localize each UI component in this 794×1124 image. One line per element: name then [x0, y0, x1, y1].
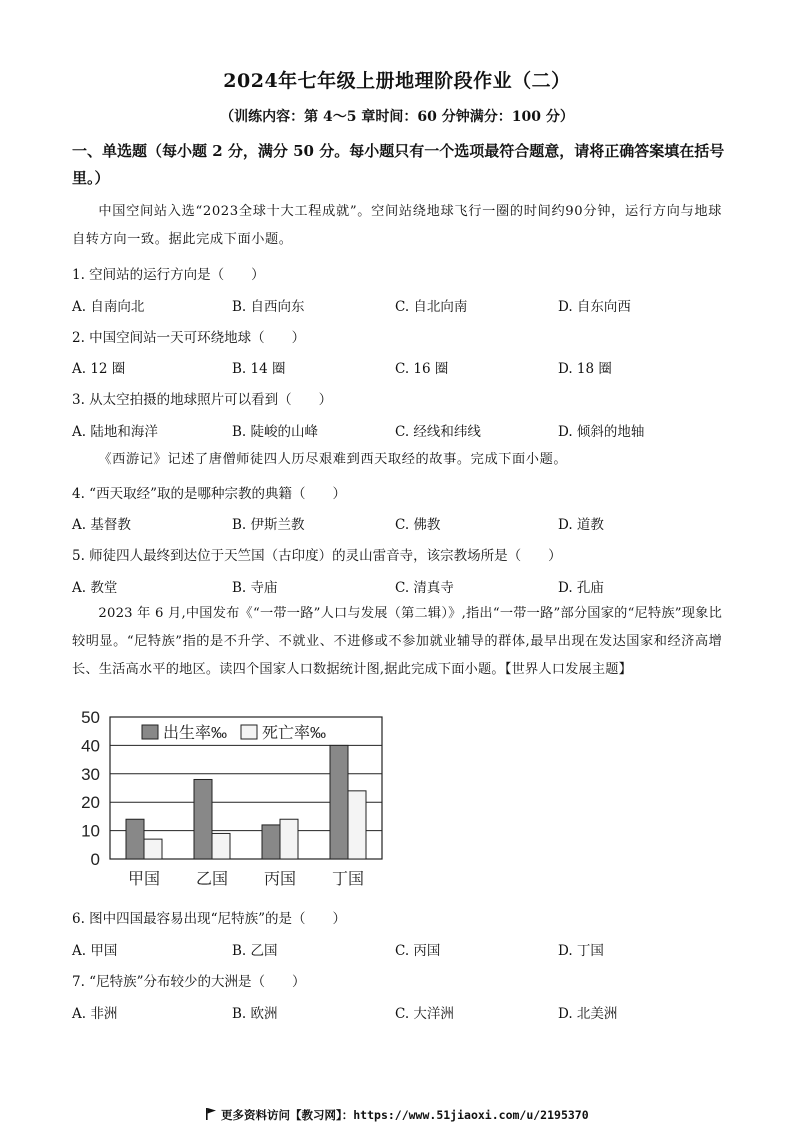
bar-death-rate — [144, 839, 162, 859]
question-7: 7. “尼特族”分布较少的大洲是（ ） — [72, 974, 306, 990]
legend-swatch — [241, 725, 257, 739]
bar-birth-rate — [126, 819, 144, 859]
x-tick-label: 丙国 — [263, 871, 297, 888]
option-a[interactable]: A. 基督教 — [72, 517, 131, 533]
question-4: 4. “西天取经”取的是哪种宗教的典籍（ ） — [72, 486, 346, 502]
x-tick-label: 丁国 — [331, 871, 365, 888]
option-b[interactable]: B. 陡峻的山峰 — [232, 424, 319, 440]
option-c[interactable]: C. 佛教 — [395, 517, 441, 533]
question-7-options — [72, 1002, 722, 1024]
option-c[interactable]: C. 自北向南 — [395, 299, 468, 315]
question-5: 5. 师徒四人最终到达位于天竺国（古印度）的灵山雷音寺，该宗教场所是（ ） — [72, 548, 562, 564]
y-tick-label: 0 — [90, 850, 100, 869]
passage-space-station: 中国空间站入选“2023全球十大工程成就”。空间站绕地球飞行一圈的时间约90分钟，运行方向与地球自转方向一致。据此完成下面小题。 — [72, 204, 722, 247]
bar-death-rate — [212, 833, 230, 859]
option-c[interactable]: C. 清真寺 — [395, 580, 454, 596]
option-d[interactable]: D. 自东向西 — [558, 299, 631, 315]
passage-journey-west: 《西游记》记述了唐僧师徒四人历尽艰难到西天取经的故事。完成下面小题。 — [98, 452, 568, 467]
option-c[interactable]: C. 经线和纬线 — [395, 424, 481, 440]
option-a[interactable]: A. 甲国 — [72, 943, 118, 959]
legend-swatch — [142, 725, 158, 739]
y-tick-label: 20 — [81, 793, 100, 813]
bar-birth-rate — [262, 825, 280, 859]
question-1-options — [72, 295, 722, 317]
option-a[interactable]: A. 12 圈 — [72, 361, 126, 377]
option-d[interactable]: D. 倾斜的地轴 — [558, 424, 645, 440]
question-2-options — [72, 357, 722, 379]
option-b[interactable]: B. 欧洲 — [232, 1006, 278, 1022]
option-d[interactable]: D. 北美洲 — [558, 1006, 618, 1022]
question-6: 6. 图中四国最容易出现“尼特族”的是（ ） — [72, 911, 346, 927]
y-tick-label: 10 — [81, 821, 100, 841]
section-heading: 一、单选题（每小题 2 分，满分 50 分。每小题只有一个选项最符合题意，请将正确答案填在括号里。） — [72, 142, 725, 187]
option-c[interactable]: C. 大洋洲 — [395, 1006, 454, 1022]
flag-icon — [206, 1108, 216, 1120]
bar-death-rate — [280, 819, 298, 859]
option-a[interactable]: A. 非洲 — [72, 1006, 118, 1022]
question-5-options — [72, 576, 722, 598]
bar-death-rate — [348, 791, 366, 859]
option-d[interactable]: D. 孔庙 — [558, 580, 604, 596]
option-d[interactable]: D. 丁国 — [558, 943, 604, 959]
question-3-options — [72, 420, 722, 442]
bar-birth-rate — [194, 779, 212, 859]
question-6-options — [72, 939, 722, 961]
y-tick-label: 50 — [81, 708, 100, 727]
question-4-options — [72, 513, 722, 535]
option-c[interactable]: C. 丙国 — [395, 943, 441, 959]
question-2: 2. 中国空间站一天可环绕地球（ ） — [72, 330, 306, 346]
x-tick-label: 乙国 — [195, 871, 229, 888]
footer-text[interactable]: 更多资料访问【教习网】：https://www.51jiaoxi.com/u/2195370 — [221, 1108, 589, 1122]
legend-label: 死亡率‰ — [262, 725, 327, 742]
y-tick-label: 40 — [81, 736, 100, 756]
question-1: 1. 空间站的运行方向是（ ） — [72, 267, 265, 283]
option-c[interactable]: C. 16 圈 — [395, 361, 449, 377]
bar-birth-rate — [330, 745, 348, 859]
option-d[interactable]: D. 道教 — [558, 517, 604, 533]
option-d[interactable]: D. 18 圈 — [558, 361, 612, 377]
footer-link[interactable] — [206, 1107, 589, 1123]
page-title: 2024年七年级上册地理阶段作业（二） — [223, 70, 571, 92]
option-b[interactable]: B. 寺庙 — [232, 580, 278, 596]
option-b[interactable]: B. 乙国 — [232, 943, 278, 959]
x-tick-label: 甲国 — [127, 871, 161, 888]
page-subtitle: （训练内容：第 4～5 章时间：60 分钟满分：100 分） — [220, 109, 574, 125]
option-b[interactable]: B. 伊斯兰教 — [232, 517, 305, 533]
option-a[interactable]: A. 教堂 — [72, 580, 118, 596]
option-b[interactable]: B. 自西向东 — [232, 299, 305, 315]
population-bar-chart — [70, 702, 390, 892]
option-b[interactable]: B. 14 圈 — [232, 361, 286, 377]
option-a[interactable]: A. 陆地和海洋 — [72, 424, 158, 440]
passage-neet: 2023 年 6 月,中国发布《“一带一路”人口与发展（第二辑）》,指出“一带一路”部分国家的“尼特族”现象比较明显。“尼特族”指的是不升学、不就业、不进修或不参加就业辅导的群体,最早出现在发达国家和经济高增长、生活高水平的地区。读四个国家人口数据统计图,据此完成下面小题。【世界人口发展主题】 — [72, 606, 722, 677]
legend-label: 出生率‰ — [163, 725, 228, 742]
question-3: 3. 从太空拍摄的地球照片可以看到（ ） — [72, 392, 333, 408]
y-tick-label: 30 — [81, 764, 100, 784]
option-a[interactable]: A. 自南向北 — [72, 299, 145, 315]
